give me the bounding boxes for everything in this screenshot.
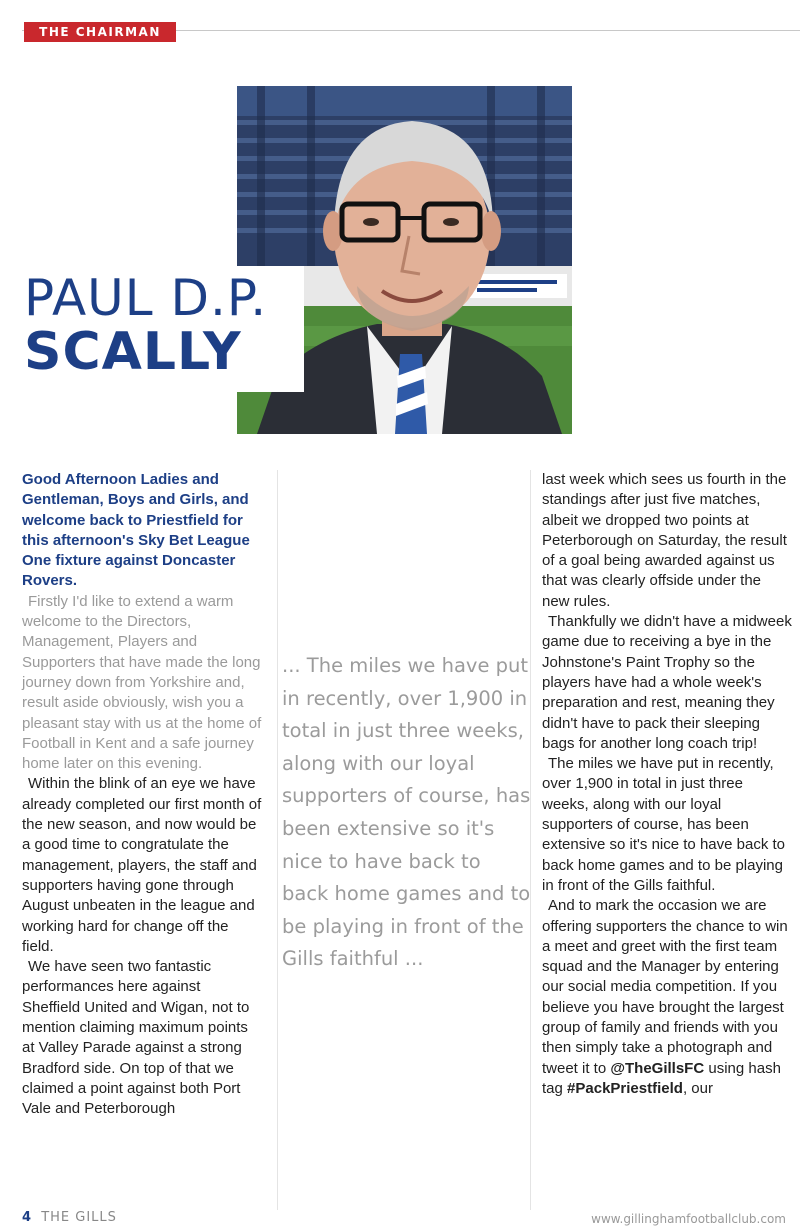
headline-surname: SCALLY (24, 322, 242, 382)
section-tag: THE CHAIRMAN (24, 22, 176, 42)
article-paragraph: Firstly I'd like to extend a warm welcome to the Directors, Management, Players and Supporters that have made the long journey down from Yorkshire and, result aside obviously, wish you a pleasant stay with us at the home of Football in Kent and a safe journey home later on this evening. (22, 592, 262, 773)
article-paragraph: last week which sees us fourth in the standings after just five matches, albeit we dropped two points at Peterborough on Saturday, the result of a goal being awarded against us that was clearly offside under the new rules. (542, 471, 787, 610)
hashtag: #PackPriestfield (567, 1079, 683, 1097)
article-paragraph: Thankfully we didn't have a midweek game due to receiving a bye in the Johnstone's Paint Trophy so the players have had a whole week's preparation and rest, meaning they didn't have to pack their sleeping bags for another long coach trip! (542, 613, 792, 752)
headline-first-line: PAUL D.P. (24, 269, 268, 327)
article-intro: Good Afternoon Ladies and Gentleman, Boys and Girls, and welcome back to Priestfield for this afternoon's Sky Bet League One fixture against Doncaster Rovers. (22, 471, 250, 590)
article-column-right (542, 470, 792, 1099)
competition-text: And to mark the occasion we are offering supporters the chance to win a meet and greet with the first team squad and the Manager by entering our social media competition. If you believe you have brought the largest group of family and friends with you then simply take a photograph and tweet it to (542, 897, 788, 1077)
website-url: www.gillinghamfootballclub.com (591, 1212, 786, 1226)
column-divider-left (277, 470, 278, 1210)
article-paragraph-competition (542, 896, 792, 1099)
competition-text-end: , our (682, 1079, 713, 1097)
article-column-left (22, 470, 262, 1120)
pull-quote: ... The miles we have put in recently, over 1,900 in total in just three weeks, along with our loyal supporters of course, has been extensive so it's nice to have back to back home games and to be playing in front of the Gills faithful ... (282, 654, 531, 971)
article-paragraph: We have seen two fantastic performances here against Sheffield United and Wigan, not to mention claiming maximum points at Valley Parade against a strong Bradford side. On top of that we claimed a point against both Port Vale and Peterborough (22, 958, 250, 1118)
page-number: 4 (22, 1210, 33, 1225)
article-paragraph: The miles we have put in recently, over 1,900 in total in just three weeks, along with our loyal supporters of course, has been extensive so it's nice to have back to back home games and to be playing in front of the Gills faithful. (542, 755, 785, 894)
headline (16, 266, 304, 392)
publication-name: THE GILLS (41, 1210, 117, 1225)
competition-text-mid: using hash tag (542, 1059, 781, 1097)
twitter-handle: @TheGillsFC (610, 1059, 705, 1077)
page-folio (22, 1210, 117, 1225)
article-paragraph: Within the blink of an eye we have already completed our first month of the new season, and now would be a good time to congratulate the management, players, the staff and supporters having gone through August unbeaten in the league and working hard for change off the field. (22, 775, 262, 955)
